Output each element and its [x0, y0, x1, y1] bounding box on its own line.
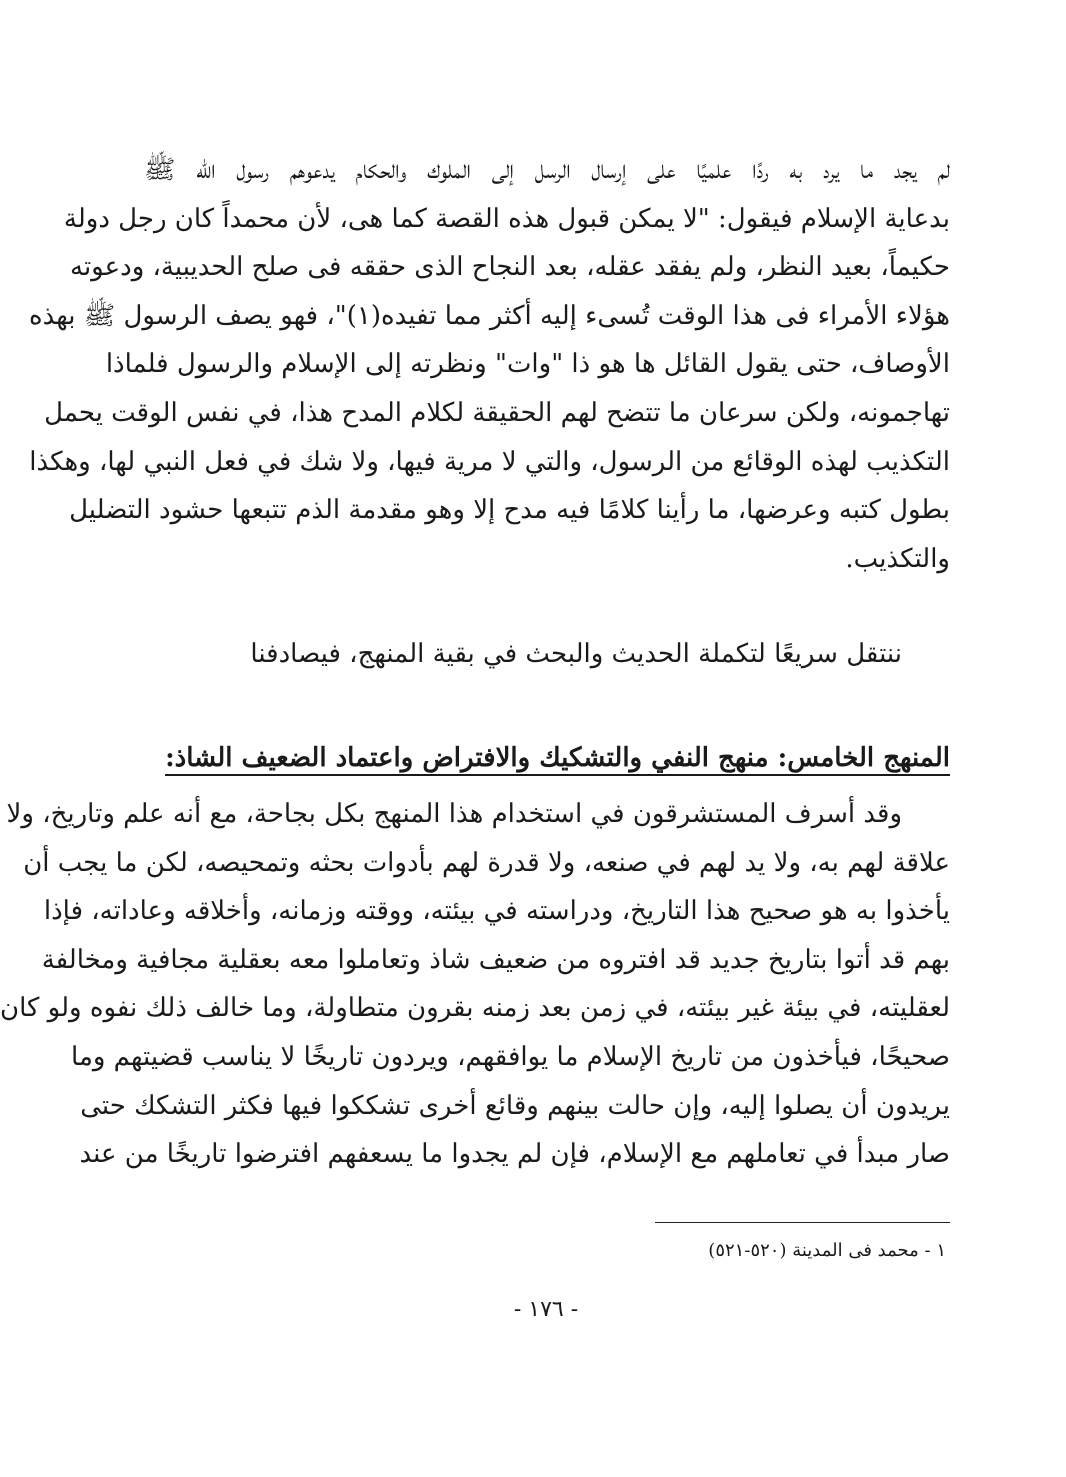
footnote-divider	[655, 1222, 950, 1223]
page-number: - ١٧٦ -	[513, 1297, 579, 1322]
section-heading: المنهج الخامس: منهج النفي والتشكيك والافتراض واعتماد الضعيف الشاذ:	[165, 743, 950, 773]
paragraph-3-line-5: لعقليته، في بيئة غير بيئته، في زمن بعد زمنه بقرون متطاولة، وما خالف ذلك نفوه ولو كان	[0, 993, 950, 1024]
paragraph-1-line-1: لم يجد ما يرد به ردًا علميًا على إرسال الرسل إلى الملوك والحكام يدعوهم رسول الله ﷺ	[144, 155, 950, 185]
paragraph-3-line-3: يأخذوا به هو صحيح هذا التاريخ، ودراسته في بيئته، ووقته وزمانه، وأخلاقه وعاداته، فإذا	[43, 896, 950, 927]
paragraph-2	[144, 630, 950, 679]
paragraph-3-line-6: صحيحًا، فيأخذون من تاريخ الإسلام ما يوافقهم، ويردون تاريخًا لا يناسب قضيتهم وما	[71, 1041, 950, 1072]
paragraph-1-line-3: حكيماً، بعيد النظر، ولم يفقد عقله، بعد النجاح الذى حققه فى صلح الحديبية، ودعوته	[70, 252, 950, 283]
paragraph-3-line-8: صار مبدأ في تعاملهم مع الإسلام، فإن لم يجدوا ما يسعفهم افترضوا تاريخًا من عند	[79, 1139, 950, 1170]
paragraph-1-line-7: التكذيب لهذه الوقائع من الرسول، والتي لا مرية فيها، ولا شك في فعل النبي لها، وهكذا	[29, 446, 950, 477]
paragraph-1-line-8: بطول كتبه وعرضها، ما رأينا كلامًا فيه مدح إلا وهو مقدمة الذم تتبعها حشود التضليل	[69, 495, 950, 526]
paragraph-3-line-1: وقد أسرف المستشرقون في استخدام هذا المنهج بكل بجاحة، مع أنه علم وتاريخ، ولا	[6, 799, 902, 829]
paragraph-1-line-4: هؤلاء الأمراء فى هذا الوقت تُسىء إليه أكثر مما تفيده(١)"، فهو يصف الرسول ﷺ بهذه	[29, 300, 950, 331]
paragraph-1-line-9: والتكذيب.	[845, 543, 950, 574]
paragraph-3-line-7: يريدون أن يصلوا إليه، وإن حالت بينهم وقائع أخرى تشككوا فيها فكثر التشكك حتى	[80, 1090, 950, 1121]
paragraph-1-line-5: الأوصاف، حتى يقول القائل ها هو ذا "وات" ونظرته إلى الإسلام والرسول فلماذا	[105, 349, 950, 380]
paragraph-1-line-6: تهاجمونه، ولكن سرعان ما تتضح لهم الحقيقة لكلام المدح هذا، في نفس الوقت يحمل	[44, 397, 950, 428]
paragraph-3-line-2: علاقة لهم به، ولا يد لهم في صنعه، ولا قدرة لهم بأدوات بحثه وتمحيصه، لكن ما يجب أن	[23, 847, 950, 878]
paragraph-3	[0, 790, 950, 1179]
paragraph-2-line-1: ننتقل سريعًا لتكملة الحديث والبحث في بقية المنهج، فيصادفنا	[250, 639, 902, 669]
footnote: ١ - محمد فى المدينة (٥٢٠-٥٢١)	[708, 1240, 946, 1261]
paragraph-3-line-4: بهم قد أتوا بتاريخ جديد قد افتروه من ضعيف شاذ وتعاملوا معه بعقلية مجافية ومخالفة	[41, 944, 950, 975]
paragraph-1	[29, 146, 950, 583]
paragraph-1-line-2: بدعاية الإسلام فيقول: "لا يمكن قبول هذه القصة كما هى، لأن محمداً كان رجل دولة	[63, 203, 950, 234]
